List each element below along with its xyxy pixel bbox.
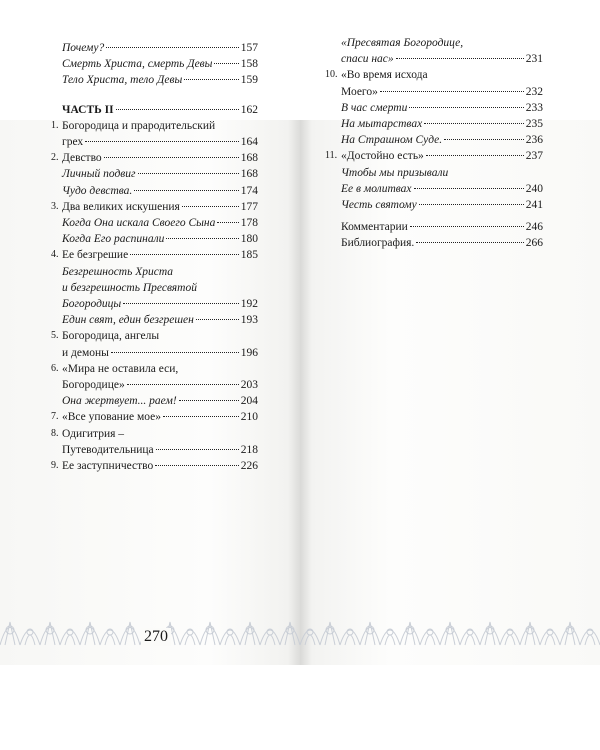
dot-leader [166, 238, 238, 239]
toc-entry-title: Путеводительница [62, 443, 154, 456]
toc-entry [325, 148, 543, 164]
toc-chapter-number: 1. [51, 119, 59, 131]
toc-entry [51, 118, 258, 150]
dot-leader [444, 139, 524, 140]
toc-entry [51, 409, 258, 425]
dot-leader [116, 109, 239, 110]
toc-entry-title: и демоны [62, 346, 109, 359]
toc-entry-title: Чтобы мы призывали [341, 166, 449, 179]
dot-leader [410, 226, 524, 227]
dot-leader [130, 254, 239, 255]
decorative-floral-border [0, 600, 600, 650]
toc-entry-title: Ее заступничество [62, 460, 154, 473]
toc-entry-title: «Достойно есть» [341, 150, 424, 163]
dot-leader [156, 449, 239, 450]
dot-leader [134, 190, 238, 191]
page-number: 270 [141, 628, 171, 646]
toc-entry-title: На Страшном Суде. [341, 134, 443, 147]
toc-page-number: 177 [240, 200, 258, 213]
toc-entry [51, 458, 258, 474]
toc-page-number: 164 [240, 136, 258, 149]
toc-entry-title: Она жертвует... раем! [62, 395, 177, 408]
toc-entry-title: Богородице» [62, 379, 125, 392]
toc-entry-title: Ее безгрешие [62, 249, 129, 262]
dot-leader [182, 206, 239, 207]
toc-entry [62, 72, 258, 88]
dot-leader [414, 188, 524, 189]
toc-page-number: 210 [240, 411, 258, 424]
toc-page-number: 232 [525, 85, 543, 98]
dot-leader [111, 352, 239, 353]
toc-entry-title: Личный подвиг [62, 168, 136, 181]
toc-entry [325, 67, 543, 99]
toc-chapter-number: 8. [51, 427, 59, 439]
toc-page-number: 233 [525, 101, 543, 114]
toc-chapter-number: 10. [325, 69, 338, 81]
toc-entry-title: Чудо девства. [62, 184, 133, 197]
dot-leader [104, 157, 239, 158]
toc-chapter-number: 7. [51, 411, 59, 423]
toc-entry [51, 426, 258, 458]
toc-page-number: 174 [240, 184, 258, 197]
toc-entry-title: В час смерти [341, 101, 408, 114]
toc-entry [51, 247, 258, 263]
toc-entry [341, 219, 543, 235]
toc-page-number: 203 [240, 379, 258, 392]
toc-entry [62, 166, 258, 182]
toc-entry-title: Два великих искушения [62, 200, 180, 213]
toc-page-number: 246 [525, 221, 543, 234]
toc-spacer [62, 89, 258, 102]
toc-entry-title: Девство [62, 152, 102, 165]
toc-page-number: 180 [240, 233, 258, 246]
toc-entry [62, 215, 258, 231]
toc-entry [341, 165, 543, 197]
dot-leader [416, 242, 523, 243]
toc-page-number: 192 [240, 298, 258, 311]
toc-page-number: 193 [240, 314, 258, 327]
dot-leader [106, 47, 238, 48]
toc-entry-title: грех [62, 136, 84, 149]
toc-entry [62, 312, 258, 328]
toc-entry-title: «Пресвятая Богородице, [341, 37, 464, 49]
toc-entry [341, 100, 543, 116]
toc-entry [51, 328, 258, 360]
toc-entry [341, 116, 543, 132]
toc-page-number: 241 [525, 199, 543, 212]
toc-page-number: 226 [240, 460, 258, 473]
toc-entry [341, 235, 543, 251]
toc-page-number: 178 [240, 217, 258, 230]
table-of-contents-left [51, 40, 258, 474]
toc-page-number: 218 [240, 443, 258, 456]
toc-entry [62, 40, 258, 56]
toc-entry-title: Безгрешность Христа [62, 265, 174, 278]
toc-entry-title: Когда Его распинали [62, 233, 165, 246]
toc-page-number: 240 [525, 182, 543, 195]
toc-entry [51, 150, 258, 166]
toc-page-number: 159 [240, 74, 258, 87]
toc-entry-title: На мытарствах [341, 118, 423, 131]
toc-entry [341, 35, 543, 67]
dot-leader [123, 303, 239, 304]
toc-page-number: 185 [240, 249, 258, 262]
dot-leader [214, 63, 238, 64]
toc-entry-title: Смерть Христа, смерть Девы [62, 58, 213, 71]
toc-entry-title: ЧАСТЬ II [62, 103, 114, 116]
dot-leader [419, 204, 524, 205]
toc-entry [62, 56, 258, 72]
toc-page-number: 168 [240, 152, 258, 165]
toc-page-number: 168 [240, 168, 258, 181]
table-of-contents-right [325, 35, 543, 252]
toc-entry-title: «Во время исхода [341, 69, 428, 82]
toc-entry-title: Почему? [62, 42, 105, 54]
dot-leader [424, 123, 524, 124]
dot-leader [155, 465, 239, 466]
toc-entry [62, 264, 258, 313]
toc-entry-title: и безгрешность Пресвятой [62, 281, 197, 294]
toc-entry-title: Комментарии [341, 221, 408, 234]
toc-chapter-number: 6. [51, 362, 59, 374]
toc-entry-title: Богородица и прародительский [62, 119, 216, 132]
toc-page-number: 204 [240, 395, 258, 408]
toc-entry-title: Богородица, ангелы [62, 330, 160, 343]
toc-page-number: 236 [525, 134, 543, 147]
toc-entry [62, 183, 258, 199]
toc-page-number: 231 [525, 53, 543, 66]
toc-entry [341, 197, 543, 213]
dot-leader [138, 173, 239, 174]
dot-leader [179, 400, 239, 401]
toc-entry-title: Един свят, един безгрешен [62, 314, 194, 327]
toc-entry-title: «Все упование мое» [62, 411, 161, 424]
dot-leader [380, 91, 524, 92]
dot-leader [127, 384, 239, 385]
toc-chapter-number: 2. [51, 152, 59, 164]
toc-page-number: 162 [240, 103, 258, 116]
toc-page-number: 196 [240, 346, 258, 359]
toc-chapter-number: 3. [51, 200, 59, 212]
toc-entry-title: Когда Она искала Своего Сына [62, 217, 216, 230]
toc-entry-title: Библиография. [341, 237, 415, 250]
dot-leader [409, 107, 523, 108]
toc-entry [341, 132, 543, 148]
dot-leader [85, 141, 239, 142]
dot-leader [217, 222, 238, 223]
toc-entry [51, 361, 258, 393]
toc-page-number: 158 [240, 58, 258, 71]
dot-leader [184, 79, 238, 80]
toc-page-number: 237 [525, 150, 543, 163]
toc-entry [51, 199, 258, 215]
toc-entry-title: спаси нас» [341, 53, 394, 66]
toc-chapter-number: 11. [325, 150, 338, 162]
toc-entry-title: Одигитрия – [62, 427, 125, 440]
toc-page-number: 266 [525, 237, 543, 250]
toc-entry [62, 102, 258, 118]
toc-entry-title: Ее в молитвах [341, 182, 412, 195]
toc-entry-title: «Мира не оставила еси, [62, 362, 179, 375]
dot-leader [396, 58, 524, 59]
toc-entry-title: Моего» [341, 85, 378, 98]
toc-entry-title: Богородицы [62, 298, 122, 311]
dot-leader [426, 155, 524, 156]
dot-leader [163, 416, 239, 417]
toc-page-number: 235 [525, 118, 543, 131]
dot-leader [196, 319, 239, 320]
toc-page-number: 157 [240, 42, 258, 54]
toc-entry-title: Тело Христа, тело Девы [62, 74, 183, 87]
toc-entry [62, 231, 258, 247]
toc-chapter-number: 5. [51, 330, 59, 342]
toc-chapter-number: 9. [51, 460, 59, 472]
toc-entry [62, 393, 258, 409]
toc-chapter-number: 4. [51, 249, 59, 261]
toc-entry-title: Честь святому [341, 199, 417, 212]
